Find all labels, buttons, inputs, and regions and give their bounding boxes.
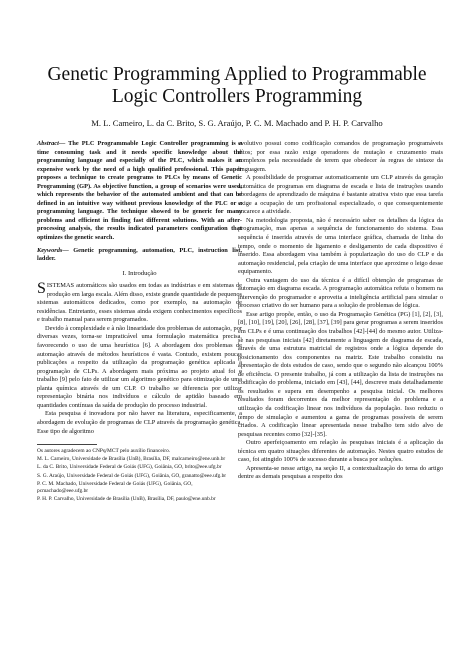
- title-line-2: Logic Controllers Programming: [111, 86, 363, 107]
- footnote-author-2: L. da C. Brito, Universidade Federal de Goiás (UFG), Goiânia, GO, brito@eee.ufg.br: [37, 464, 222, 471]
- footnote-author-4: P. C. M. Machado, Universidade Federal de Goiás (UFG), Goiânia, GO, pcmachado@eee.ufg.br: [37, 480, 193, 495]
- author-list: M. L. Cameiro, L. da C. Brito, S. G. Araújo, P. C. M. Machado and P. H. P. Carvalho: [91, 118, 383, 128]
- left-column: [37, 140, 242, 504]
- intro-paragraph-2: Devido à complexidade e à não linearidade dos problemas de automação, por diversas vezes, torna-se impraticável uma formulação matemática precisa, favorecendo o uso de uma heurística [6]. A abordagem dos problemas de automação através de métodos heurísticos é vasta. Contudo, existem poucas publicações a respeito da utilização da programação genética aplicada à programação de CLPs. A abordagem mais próxima ao projeto atual foi o trabalho [9] pelo fato de utilizar um algoritmo genético para otimização de uma planta química através de um CLP. O trabalho se diferencia por utilizar representação binária nos indivíduos e cálculo de aptidão baseado em quantidades contínuas da saída de produção do processo industrial.: [37, 324, 242, 409]
- title-line-1: Genetic Programming Applied to Programmable: [47, 64, 427, 85]
- footnote-funding: Os autores agradecem ao CNPq/MCT pelo auxílio financeiro.: [37, 448, 171, 455]
- intro-paragraph-1: SISTEMAS automáticos são usados em todas as indústrias e em sistemas de produção em larga escala. Além disso, existe grande quantidade de pequenos sistemas automáticos dedicados, como por exemplo, na automação de residências. Entretanto, esses sistemas ainda exigem conhecimentos específicos e trabalho manual para serem programados.: [37, 280, 242, 324]
- intro-paragraph-3: Esta pesquisa é inovadora por não haver na literatura, especificamente, a abordagem de evolução de programas de CLP através da programação genética. Esse tipo de algoritmo: [37, 410, 242, 435]
- abstract-label: Abstract: [37, 140, 59, 147]
- right-column: [238, 140, 443, 482]
- body-paragraph-6: Outro aperfeiçoamento em relação às pesquisas iniciais é a aplicação da técnica em quatro situações diferentes de automação. Nestes quatro estudos de caso, foi atingido 100% de sucesso durante a busca por soluções.: [238, 439, 443, 464]
- keywords-text: — Genetic programming, automation, PLC, instruction list, ladder.: [37, 246, 242, 263]
- body-paragraph-2: A possibilidade de programar automaticamente um CLP através da geração automática de programas em diagrama de escada e lista de instruções usando abordagens de aprendizado de máquina é bastante atrativa visto que essa tarefa exige a ocupação de um profissional especializado, o que consequentemente encarece a atividade.: [238, 174, 443, 216]
- body-paragraph-5: Esse artigo propõe, então, o uso da Programação Genética (PG) [1], [2], [3], [8], [10], [19], [20], [26], [28], [37], [39] para gerar programas a serem inseridos em CLPs e é uma continuação dos trabalhos [42]-[44] do mesmo autor. Utiliza-se nas pesquisas iniciais [42] diretamente a linguagem de diagrama de escada, através de uma estrutura matricial de registros onde a lógica depende do posicionamento dos componentes na matriz. Este trabalho consistiu na apresentação de dois estudos de caso, sendo que o segundo não alcançou 100% de eficiência. O presente trabalho, já com a utilização da lista de instruções na codificação do problema, iniciado em [43], [44], descreve mais detalhadamente os resultados e supera em desempenho a pesquisa inicial. Os melhores resultados foram decorrentes da melhor representação do problema e a utilização da codificação linear nos indivíduos da população. Isso reduziu o tempo de simulação e aumentou a gama de programas possíveis de serem criados. A codificação linear apresentada nesse trabalho tem sido alvo de pesquisas recentes como [32]-[35].: [238, 310, 443, 438]
- paper-title: [0, 64, 474, 108]
- abstract-text: — The PLC Programmable Logic Controller programming is a time consuming task and it needs specific knowledge about the programming language and especially of the PLC, which makes it an expensive work by the need of a high qualified professional. This paper proposes a technique to create programs to PLCs by means of Genetic Programming (GP). As objective function, a group of scenarios were used, which represents the behavior of the automated ambient and that can be defined in an intuitive way without previous knowledge of the PLC or a programming language. The technique showed to be generic for many problems and efficient in finding fast different solutions. With an after-processing analysis, the results indicated parameters configuration that optimizes the genetic search.: [37, 140, 242, 242]
- body-paragraph-3: Na metodologia proposta, não é necessário saber os detalhes da lógica da programação, mas apenas a sequência de funcionamento do sistema. Essa sequência é inserida através de uma interface gráfica, chamada de linha do tempo, onde o momento de ligamento e desligamento de cada dispositivo é inserido. Essa abordagem visa também à popularização do uso do CLP e da automação residencial, pela criação de uma interface que aproxime o leigo desse equipamento.: [238, 216, 443, 276]
- body-paragraph-7: Apresenta-se nesse artigo, na seção II, a contextualização do tema do artigo dentre as demais pesquisas a respeito dos: [238, 464, 443, 481]
- footnote-author-1: M. L. Carneiro, Universidade de Brasília (UnB), Brasília, DF, malcarneiro@ene.unb.br: [37, 456, 226, 463]
- body-paragraph-1: evolutivo possui como codificação comandos de programação programáveis dítos; por essa razão exige operadores de mutação e cruzamento mais complexos pela necessidade de terem que obedecer às regras de sintaxe da linguagem.: [238, 140, 443, 173]
- abstract: [37, 140, 242, 243]
- footnote-author-5: P. H. P. Carvalho, Universidade de Brasília (UnB), Brasília, DF, paulo@ene.unb.br: [37, 496, 216, 503]
- footnote-divider: [37, 444, 97, 445]
- footnote-author-3: S. G. Araújo, Universidade Federal de Goiás (UFG), Goiânia, GO, granatto@eee.ufg.br: [37, 472, 227, 479]
- section-heading-introduction: I. Introdução: [122, 269, 157, 277]
- keywords-label: Keywords: [37, 246, 63, 254]
- keywords: [37, 247, 242, 264]
- body-paragraph-4: Outra vantagem do uso da técnica é a difícil obtenção de programas de automação em diagrama escada. A programação automática refuta o homem na intervenção do programador e aproveita a inteligência artificial para simular o processo criativo do ser humano para a solução de problemas de lógica.: [238, 276, 443, 310]
- footnotes: [37, 448, 242, 503]
